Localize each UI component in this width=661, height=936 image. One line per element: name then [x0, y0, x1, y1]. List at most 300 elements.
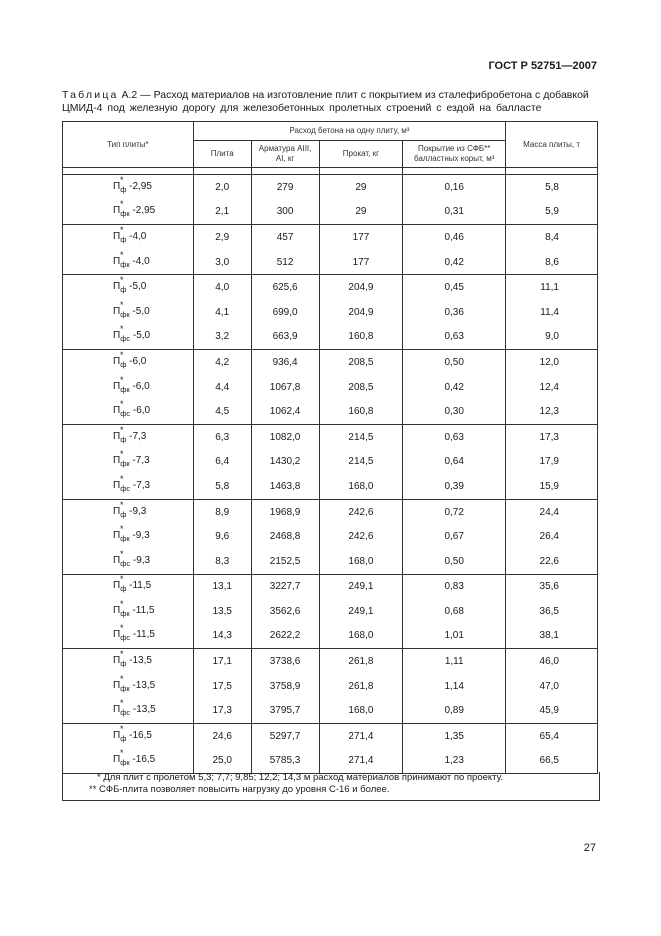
cell-coating: 0,36	[403, 300, 506, 325]
cell-rebar: 3562,6	[251, 599, 319, 624]
cell-rebar: 5297,7	[251, 724, 319, 749]
cell-plate-type	[63, 624, 194, 649]
symbol-base: П	[113, 255, 121, 267]
cell-coating: 0,63	[403, 424, 506, 449]
plate-size: -4,0	[132, 255, 150, 267]
symbol-base: П	[113, 530, 121, 542]
cell-coating: 1,11	[403, 649, 506, 674]
plate-type-symbol	[113, 649, 127, 669]
page-number: 27	[583, 842, 596, 854]
cell-rolled: 261,8	[319, 649, 403, 674]
cell-rolled: 271,4	[319, 724, 403, 749]
symbol-subscript: фс	[120, 708, 131, 718]
cell-plate-type	[63, 325, 194, 350]
cell-coating: 0,68	[403, 599, 506, 624]
cell-rolled: 271,4	[319, 749, 403, 774]
cell-rebar: 1062,4	[251, 399, 319, 424]
cell-rolled: 204,9	[319, 300, 403, 325]
cell-mass: 46,0	[506, 649, 598, 674]
cell-rebar: 663,9	[251, 325, 319, 350]
symbol-base: П	[113, 479, 121, 491]
symbol-star: *	[120, 623, 124, 634]
cell-plate: 9,6	[193, 524, 251, 549]
cell-plate-type	[63, 175, 194, 200]
cell-plate: 4,0	[193, 275, 251, 300]
cell-plate: 14,3	[193, 624, 251, 649]
table-row	[63, 375, 598, 400]
header-concrete-group: Расход бетона на одну плиту, м³	[193, 122, 505, 141]
plate-type-symbol	[113, 598, 130, 618]
cell-plate-type	[63, 599, 194, 624]
table-group	[63, 724, 598, 774]
plate-type-symbol	[113, 174, 127, 194]
cell-plate: 13,1	[193, 574, 251, 599]
cell-rebar: 3758,9	[251, 674, 319, 699]
symbol-star: *	[120, 748, 124, 759]
symbol-base: П	[113, 330, 121, 342]
table-row	[63, 399, 598, 424]
symbol-star: *	[120, 548, 124, 559]
cell-plate-type	[63, 724, 194, 749]
cell-coating: 0,50	[403, 350, 506, 375]
cell-rolled: 214,5	[319, 450, 403, 475]
cell-rebar: 699,0	[251, 300, 319, 325]
cell-mass: 12,0	[506, 350, 598, 375]
table-group	[63, 574, 598, 649]
cell-mass: 45,9	[506, 698, 598, 723]
cell-coating: 0,83	[403, 574, 506, 599]
cell-rolled: 177	[319, 250, 403, 275]
cell-mass: 12,4	[506, 375, 598, 400]
plate-size: -9,3	[132, 554, 151, 566]
cell-plate-type	[63, 300, 194, 325]
cell-plate: 8,3	[193, 549, 251, 574]
plate-size: -9,3	[129, 505, 147, 517]
cell-coating: 1,14	[403, 674, 506, 699]
cell-rebar: 1430,2	[251, 450, 319, 475]
plate-size: -5,0	[132, 330, 151, 342]
table-row	[63, 724, 598, 749]
symbol-subscript: фк	[120, 209, 130, 219]
cell-plate: 17,1	[193, 649, 251, 674]
symbol-star: *	[120, 574, 124, 585]
symbol-star: *	[120, 698, 124, 709]
table-group	[63, 175, 598, 225]
header-rebar: Арматура AIII, AI, кг	[251, 141, 319, 168]
cell-plate-type	[63, 250, 194, 275]
cell-mass: 8,6	[506, 250, 598, 275]
table-notes	[62, 772, 600, 801]
caption-line-1-text: А.2 — Расход материалов на изготовление плит с покрытием из сталефибробетона с добавкой	[118, 89, 589, 101]
symbol-subscript: фк	[120, 608, 130, 618]
cell-rolled: 29	[319, 200, 403, 225]
plate-type-symbol	[113, 723, 127, 743]
cell-plate-type	[63, 549, 194, 574]
table-row	[63, 599, 598, 624]
plate-size: -13,5	[129, 655, 152, 667]
symbol-subscript: фс	[120, 558, 131, 568]
plate-size: -5,0	[132, 305, 150, 317]
table-row	[63, 175, 598, 200]
cell-plate: 4,5	[193, 399, 251, 424]
plate-type-symbol	[113, 424, 127, 444]
cell-mass: 9,0	[506, 325, 598, 350]
cell-coating: 1,01	[403, 624, 506, 649]
cell-mass: 26,4	[506, 524, 598, 549]
cell-mass: 5,9	[506, 200, 598, 225]
symbol-base: П	[113, 729, 121, 741]
cell-plate: 4,2	[193, 350, 251, 375]
table-row	[63, 549, 598, 574]
materials-table	[62, 121, 598, 774]
symbol-star: *	[120, 249, 124, 260]
table-row	[63, 225, 598, 250]
cell-rebar: 1082,0	[251, 424, 319, 449]
symbol-subscript: ф	[120, 184, 127, 194]
plate-size: -2,95	[132, 205, 156, 217]
plate-size: -16,5	[132, 754, 156, 766]
table-row	[63, 474, 598, 499]
plate-type-symbol	[113, 324, 131, 344]
cell-coating: 1,35	[403, 724, 506, 749]
header-plate: Плита	[193, 141, 251, 168]
plate-size: -13,5	[132, 679, 156, 691]
symbol-subscript: фк	[120, 758, 130, 768]
cell-rebar: 2622,2	[251, 624, 319, 649]
cell-plate: 6,3	[193, 424, 251, 449]
symbol-star: *	[120, 349, 124, 360]
plate-type-symbol	[113, 224, 127, 244]
symbol-subscript: фк	[120, 259, 130, 269]
cell-coating: 0,64	[403, 450, 506, 475]
symbol-base: П	[113, 554, 121, 566]
symbol-base: П	[113, 655, 121, 667]
cell-mass: 17,9	[506, 450, 598, 475]
table-row	[63, 624, 598, 649]
symbol-star: *	[120, 598, 124, 609]
cell-rolled: 214,5	[319, 424, 403, 449]
cell-plate-type	[63, 749, 194, 774]
symbol-subscript: фк	[120, 534, 130, 544]
cell-rebar: 300	[251, 200, 319, 225]
table-caption	[62, 89, 599, 115]
cell-rolled: 249,1	[319, 574, 403, 599]
symbol-star: *	[120, 499, 124, 510]
symbol-base: П	[113, 704, 121, 716]
cell-plate-type	[63, 450, 194, 475]
symbol-star: *	[120, 524, 124, 535]
table-group	[63, 275, 598, 350]
cell-rolled: 168,0	[319, 549, 403, 574]
plate-type-symbol	[113, 473, 131, 493]
symbol-subscript: ф	[120, 509, 127, 519]
plate-size: -16,5	[129, 729, 152, 741]
table-row	[63, 300, 598, 325]
symbol-subscript: фс	[120, 483, 131, 493]
cell-coating: 0,63	[403, 325, 506, 350]
cell-plate-type	[63, 200, 194, 225]
table-row	[63, 350, 598, 375]
symbol-base: П	[113, 505, 121, 517]
cell-coating: 0,42	[403, 375, 506, 400]
symbol-subscript: ф	[120, 584, 127, 594]
plate-type-symbol	[113, 748, 130, 768]
table-group	[63, 649, 598, 724]
cell-rebar: 3227,7	[251, 574, 319, 599]
table-row	[63, 275, 598, 300]
cell-mass: 15,9	[506, 474, 598, 499]
symbol-star: *	[120, 174, 124, 185]
cell-plate: 3,2	[193, 325, 251, 350]
cell-rolled: 160,8	[319, 399, 403, 424]
symbol-star: *	[120, 199, 124, 210]
cell-plate: 13,5	[193, 599, 251, 624]
table-group	[63, 350, 598, 425]
table-row	[63, 649, 598, 674]
cell-plate: 2,1	[193, 200, 251, 225]
table-group	[63, 225, 598, 275]
cell-coating: 0,45	[403, 275, 506, 300]
table-row	[63, 749, 598, 774]
symbol-base: П	[113, 355, 121, 367]
cell-plate-type	[63, 574, 194, 599]
plate-type-symbol	[113, 574, 127, 594]
symbol-star: *	[120, 449, 124, 460]
cell-plate: 6,4	[193, 450, 251, 475]
symbol-base: П	[113, 180, 121, 192]
plate-size: -11,5	[132, 629, 155, 641]
plate-size: -9,3	[132, 530, 150, 542]
symbol-star: *	[120, 299, 124, 310]
symbol-subscript: фс	[120, 334, 131, 344]
cell-plate-type	[63, 649, 194, 674]
plate-type-symbol	[113, 673, 130, 693]
plate-size: -5,0	[129, 281, 147, 293]
cell-rolled: 168,0	[319, 474, 403, 499]
caption-lead: Таблица	[62, 89, 119, 101]
table-row	[63, 524, 598, 549]
cell-rebar: 1463,8	[251, 474, 319, 499]
cell-mass: 5,8	[506, 175, 598, 200]
cell-mass: 24,4	[506, 499, 598, 524]
symbol-star: *	[120, 649, 124, 660]
cell-coating: 0,67	[403, 524, 506, 549]
cell-coating: 0,39	[403, 474, 506, 499]
symbol-base: П	[113, 580, 121, 592]
cell-mass: 22,6	[506, 549, 598, 574]
cell-coating: 0,30	[403, 399, 506, 424]
plate-size: -6,0	[132, 405, 151, 417]
plate-size: -7,3	[129, 430, 147, 442]
plate-type-symbol	[113, 249, 130, 269]
note-1: * Для плит с пролетом 5,3; 7,7; 9,85; 12,2; 14,3 м расход материалов принимают по проекту.	[97, 772, 504, 783]
cell-rolled: 168,0	[319, 698, 403, 723]
symbol-subscript: ф	[120, 285, 127, 295]
cell-plate: 3,0	[193, 250, 251, 275]
cell-rolled: 204,9	[319, 275, 403, 300]
caption-line-2: ЦМИД-4 под железную дорогу для железобетонных пролетных строений с ездой на балласте	[62, 102, 542, 114]
header-rolled: Прокат, кг	[319, 141, 403, 168]
table-group	[63, 424, 598, 499]
cell-rolled: 177	[319, 225, 403, 250]
symbol-subscript: ф	[120, 234, 127, 244]
table-row	[63, 698, 598, 723]
cell-rolled: 208,5	[319, 350, 403, 375]
cell-rebar: 2468,8	[251, 524, 319, 549]
cell-rolled: 249,1	[319, 599, 403, 624]
cell-coating: 0,31	[403, 200, 506, 225]
symbol-subscript: фк	[120, 683, 130, 693]
cell-plate: 17,3	[193, 698, 251, 723]
cell-mass: 65,4	[506, 724, 598, 749]
cell-plate-type	[63, 674, 194, 699]
table-row	[63, 424, 598, 449]
cell-rebar: 512	[251, 250, 319, 275]
note-2: ** СФБ-плита позволяет повысить нагрузку до уровня С-16 и более.	[89, 784, 390, 795]
plate-size: -13,5	[132, 704, 156, 716]
plate-type-symbol	[113, 399, 131, 419]
plate-type-symbol	[113, 623, 131, 643]
cell-plate-type	[63, 424, 194, 449]
table-row	[63, 325, 598, 350]
plate-type-symbol	[113, 524, 130, 544]
plate-type-symbol	[113, 548, 131, 568]
symbol-base: П	[113, 455, 121, 467]
cell-rolled: 160,8	[319, 325, 403, 350]
symbol-subscript: фс	[120, 409, 131, 419]
cell-plate: 4,4	[193, 375, 251, 400]
cell-plate-type	[63, 474, 194, 499]
cell-rebar: 2152,5	[251, 549, 319, 574]
plate-size: -2,95	[129, 180, 152, 192]
symbol-star: *	[120, 424, 124, 435]
plate-type-symbol	[113, 374, 130, 394]
symbol-star: *	[120, 374, 124, 385]
cell-rebar: 5785,3	[251, 749, 319, 774]
table-row	[63, 450, 598, 475]
cell-coating: 0,16	[403, 175, 506, 200]
cell-rolled: 261,8	[319, 674, 403, 699]
cell-coating: 0,50	[403, 549, 506, 574]
cell-rolled: 242,6	[319, 499, 403, 524]
cell-rebar: 1067,8	[251, 375, 319, 400]
table-row	[63, 499, 598, 524]
cell-rolled: 208,5	[319, 375, 403, 400]
cell-rebar: 457	[251, 225, 319, 250]
cell-plate: 2,0	[193, 175, 251, 200]
cell-rebar: 1968,9	[251, 499, 319, 524]
plate-type-symbol	[113, 199, 130, 219]
symbol-base: П	[113, 281, 121, 293]
plate-type-symbol	[113, 449, 130, 469]
header-mass: Масса плиты, т	[506, 122, 598, 168]
symbol-subscript: ф	[120, 659, 127, 669]
table-header	[63, 122, 598, 175]
symbol-base: П	[113, 230, 121, 242]
cell-plate-type	[63, 698, 194, 723]
plate-size: -11,5	[132, 604, 155, 616]
plate-type-symbol	[113, 349, 127, 369]
cell-mass: 38,1	[506, 624, 598, 649]
cell-mass: 11,1	[506, 275, 598, 300]
cell-plate-type	[63, 225, 194, 250]
plate-size: -6,0	[129, 355, 147, 367]
cell-coating: 0,72	[403, 499, 506, 524]
symbol-star: *	[120, 324, 124, 335]
cell-rebar: 3738,6	[251, 649, 319, 674]
symbol-base: П	[113, 205, 121, 217]
plate-type-symbol	[113, 275, 127, 295]
document-code: ГОСТ Р 52751—2007	[488, 60, 597, 72]
table-row	[63, 674, 598, 699]
symbol-base: П	[113, 754, 121, 766]
table-row	[63, 250, 598, 275]
symbol-subscript: фк	[120, 384, 130, 394]
cell-plate: 4,1	[193, 300, 251, 325]
cell-plate: 24,6	[193, 724, 251, 749]
cell-rolled: 168,0	[319, 624, 403, 649]
symbol-base: П	[113, 679, 121, 691]
cell-mass: 36,5	[506, 599, 598, 624]
symbol-base: П	[113, 430, 121, 442]
symbol-star: *	[120, 723, 124, 734]
symbol-star: *	[120, 673, 124, 684]
cell-rolled: 29	[319, 175, 403, 200]
plate-size: -7,3	[132, 479, 151, 491]
cell-plate: 8,9	[193, 499, 251, 524]
cell-coating: 1,23	[403, 749, 506, 774]
symbol-base: П	[113, 629, 121, 641]
symbol-star: *	[120, 275, 124, 286]
cell-plate-type	[63, 275, 194, 300]
plate-size: -7,3	[132, 455, 150, 467]
cell-rebar: 625,6	[251, 275, 319, 300]
cell-mass: 35,6	[506, 574, 598, 599]
cell-rebar: 3795,7	[251, 698, 319, 723]
plate-type-symbol	[113, 499, 127, 519]
symbol-star: *	[120, 399, 124, 410]
symbol-subscript: фс	[120, 633, 131, 643]
table-row	[63, 200, 598, 225]
plate-type-symbol	[113, 698, 131, 718]
symbol-subscript: ф	[120, 434, 127, 444]
plate-type-symbol	[113, 299, 130, 319]
symbol-subscript: фк	[120, 459, 130, 469]
cell-plate: 2,9	[193, 225, 251, 250]
cell-mass: 47,0	[506, 674, 598, 699]
cell-rebar: 936,4	[251, 350, 319, 375]
symbol-base: П	[113, 604, 121, 616]
table-row	[63, 574, 598, 599]
cell-mass: 8,4	[506, 225, 598, 250]
cell-coating: 0,42	[403, 250, 506, 275]
cell-mass: 12,3	[506, 399, 598, 424]
cell-rolled: 242,6	[319, 524, 403, 549]
plate-size: -11,5	[129, 580, 152, 592]
cell-plate-type	[63, 499, 194, 524]
cell-plate-type	[63, 375, 194, 400]
cell-plate-type	[63, 350, 194, 375]
symbol-base: П	[113, 405, 121, 417]
symbol-base: П	[113, 305, 121, 317]
cell-plate: 5,8	[193, 474, 251, 499]
table-group	[63, 499, 598, 574]
symbol-subscript: фк	[120, 309, 130, 319]
cell-coating: 0,89	[403, 698, 506, 723]
symbol-subscript: ф	[120, 359, 127, 369]
cell-plate-type	[63, 399, 194, 424]
header-plate-type: Тип плиты*	[63, 122, 194, 168]
